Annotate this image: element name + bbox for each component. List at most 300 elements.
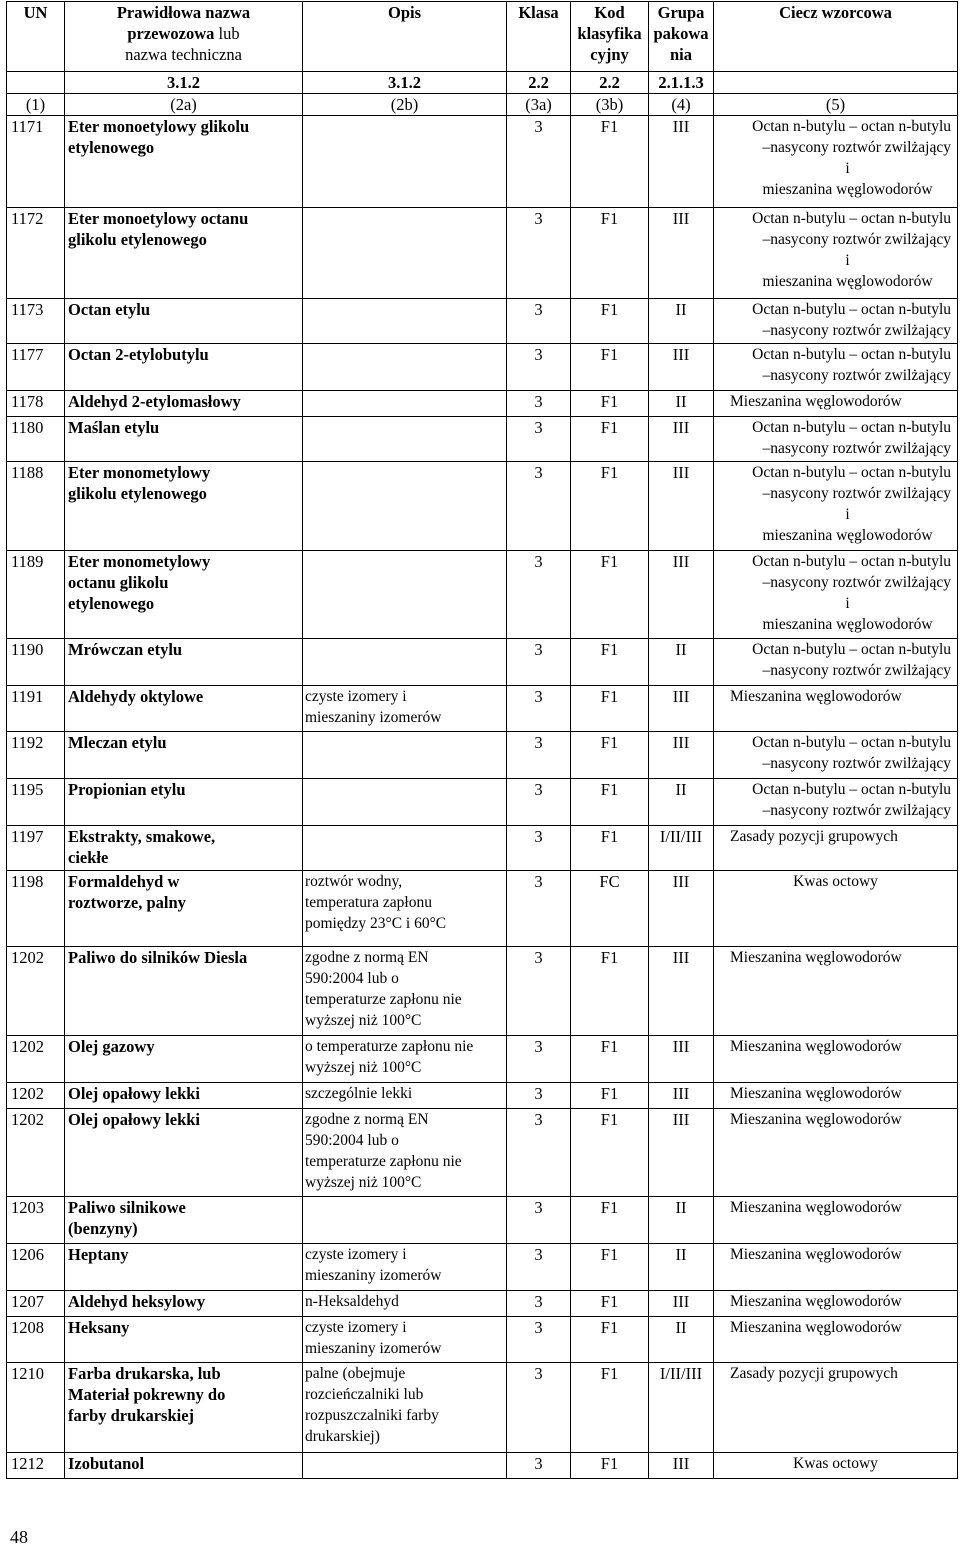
header-grupa: Grupa pakowa nia (649, 2, 714, 72)
class: 3 (507, 732, 571, 779)
cell-line: –nasycony roztwór zwilżający (762, 574, 951, 591)
cell-line: mieszaniny izomerów (305, 1267, 442, 1284)
cell-line: Olej gazowy (68, 1037, 155, 1056)
packing-group: III (649, 551, 714, 639)
cell-line: –nasycony roztwór zwilżający (762, 662, 951, 679)
shipping-name (65, 1109, 303, 1197)
description (303, 116, 507, 208)
class: 3 (507, 551, 571, 639)
table-row (7, 116, 958, 208)
classification-code: F1 (571, 1083, 649, 1109)
table-row (7, 1083, 958, 1109)
table-row (7, 1291, 958, 1317)
header-name: Prawidłowa nazwa przewozowa lub nazwa techniczna (65, 2, 303, 72)
standard-liquid (714, 391, 958, 417)
description (303, 299, 507, 344)
un-number: 1212 (7, 1453, 65, 1479)
packing-group: II (649, 1197, 714, 1244)
cell-line: temperatura zapłonu (305, 894, 432, 911)
packing-group: I/II/III (649, 826, 714, 871)
header-un: UN (7, 2, 65, 72)
packing-group: II (649, 639, 714, 686)
cell-line: n-Heksaldehyd (305, 1293, 399, 1310)
shipping-name (65, 1083, 303, 1109)
ref-name: 3.1.2 (65, 72, 303, 94)
cell-line: (benzyny) (68, 1219, 138, 1238)
class: 3 (507, 1083, 571, 1109)
standard-liquid (714, 639, 958, 686)
class: 3 (507, 686, 571, 732)
header-ciecz: Ciecz wzorcowa (714, 2, 958, 72)
cell-line: –nasycony roztwór zwilżający (762, 367, 951, 384)
standard-liquid (714, 826, 958, 871)
description (303, 1197, 507, 1244)
cell-line: Octan n-butylu – octan n-butylu (752, 210, 951, 227)
cell-line: Octan n-butylu – octan n-butylu (752, 118, 951, 135)
standard-liquid (714, 1197, 958, 1244)
cell-line: czyste izomery i (305, 1319, 407, 1336)
packing-group: III (649, 1083, 714, 1109)
table-row (7, 551, 958, 639)
packing-group: II (649, 299, 714, 344)
cell-line: Octan n-butylu – octan n-butylu (752, 734, 951, 751)
cell-line: Mieszanina węglowodorów (730, 949, 902, 966)
colnum: (3b) (571, 94, 649, 116)
cell-line: –nasycony roztwór zwilżający (762, 231, 951, 248)
table-row (7, 1317, 958, 1363)
class: 3 (507, 1036, 571, 1083)
cell-line: temperaturze zapłonu nie (305, 991, 462, 1008)
un-number: 1180 (7, 417, 65, 462)
cell-line: glikolu etylenowego (68, 484, 207, 503)
description (303, 871, 507, 947)
description (303, 1083, 507, 1109)
description (303, 1453, 507, 1479)
colnum: (3a) (507, 94, 571, 116)
cell-line: –nasycony roztwór zwilżający (762, 322, 951, 339)
cell-line: mieszanina węglowodorów (762, 181, 933, 198)
description (303, 462, 507, 551)
un-number: 1188 (7, 462, 65, 551)
un-number: 1210 (7, 1363, 65, 1453)
ref-opis: 3.1.2 (303, 72, 507, 94)
shipping-name (65, 1244, 303, 1291)
table-row (7, 826, 958, 871)
un-number: 1190 (7, 639, 65, 686)
classification-code: F1 (571, 779, 649, 826)
cell-line: Propionian etylu (68, 780, 186, 799)
ref-kod: 2.2 (571, 72, 649, 94)
classification-code: F1 (571, 208, 649, 299)
cell-line: Kwas octowy (793, 1455, 878, 1472)
colnum: (4) (649, 94, 714, 116)
cell-line: etylenowego (68, 138, 155, 157)
class: 3 (507, 826, 571, 871)
class: 3 (507, 1109, 571, 1197)
class: 3 (507, 1317, 571, 1363)
un-number: 1192 (7, 732, 65, 779)
un-number: 1177 (7, 344, 65, 391)
shipping-name (65, 1036, 303, 1083)
shipping-name (65, 299, 303, 344)
description (303, 947, 507, 1036)
table-row (7, 947, 958, 1036)
shipping-name (65, 871, 303, 947)
cell-line: Paliwo do silników Diesla (68, 948, 248, 967)
table-row (7, 1197, 958, 1244)
description (303, 344, 507, 391)
shipping-name (65, 417, 303, 462)
cell-line: Formaldehyd w (68, 872, 180, 891)
cell-line: Eter monoetylowy octanu (68, 209, 249, 228)
shipping-name (65, 391, 303, 417)
class: 3 (507, 947, 571, 1036)
header-klasa: Klasa (507, 2, 571, 72)
classification-code: F1 (571, 1197, 649, 1244)
cell-line: roztworze, palny (68, 893, 186, 912)
class: 3 (507, 1453, 571, 1479)
class: 3 (507, 1244, 571, 1291)
shipping-name (65, 116, 303, 208)
classification-code: F1 (571, 1244, 649, 1291)
standard-liquid (714, 732, 958, 779)
packing-group: III (649, 344, 714, 391)
cell-line: –nasycony roztwór zwilżający (762, 802, 951, 819)
cell-line: Mieszanina węglowodorów (730, 1085, 902, 1102)
cell-line: etylenowego (68, 594, 155, 613)
table-row (7, 1453, 958, 1479)
cell-line: Farba drukarska, lub (68, 1364, 221, 1383)
cell-line: Heptany (68, 1245, 129, 1264)
un-number: 1195 (7, 779, 65, 826)
packing-group: I/II/III (649, 1363, 714, 1453)
cell-line: mieszanina węglowodorów (762, 616, 933, 633)
standard-liquid (714, 686, 958, 732)
shipping-name (65, 1317, 303, 1363)
standard-liquid (714, 116, 958, 208)
classification-code: F1 (571, 1036, 649, 1083)
class: 3 (507, 208, 571, 299)
cell-line: 590:2004 lub o (305, 1132, 399, 1149)
un-number: 1207 (7, 1291, 65, 1317)
cell-line: Eter monometylowy (68, 552, 211, 571)
shipping-name (65, 826, 303, 871)
standard-liquid (714, 1453, 958, 1479)
standard-liquid (714, 1317, 958, 1363)
class: 3 (507, 779, 571, 826)
cell-line: Octan n-butylu – octan n-butylu (752, 301, 951, 318)
packing-group: III (649, 116, 714, 208)
cell-line: wyższej niż 100°C (305, 1059, 422, 1076)
classification-code: F1 (571, 947, 649, 1036)
cell-line: Octan etylu (68, 300, 151, 319)
table-row (7, 391, 958, 417)
cell-line: Aldehyd heksylowy (68, 1292, 206, 1311)
standard-liquid (714, 1036, 958, 1083)
un-number: 1203 (7, 1197, 65, 1244)
packing-group: III (649, 1036, 714, 1083)
un-number: 1197 (7, 826, 65, 871)
class: 3 (507, 462, 571, 551)
table-row (7, 344, 958, 391)
un-number: 1202 (7, 1083, 65, 1109)
shipping-name (65, 1363, 303, 1453)
cell-line: Zasady pozycji grupowych (730, 828, 898, 845)
classification-code: F1 (571, 1363, 649, 1453)
packing-group: III (649, 871, 714, 947)
shipping-name (65, 686, 303, 732)
un-number: 1178 (7, 391, 65, 417)
cell-line: pomiędzy 23°C i 60°C (305, 915, 447, 932)
dangerous-goods-table (6, 1, 958, 1479)
page-number: 48 (10, 1527, 28, 1547)
cell-line: Mrówczan etylu (68, 640, 183, 659)
cell-line: Octan n-butylu – octan n-butylu (752, 781, 951, 798)
classification-code: F1 (571, 1453, 649, 1479)
cell-line: Heksany (68, 1318, 130, 1337)
standard-liquid (714, 1083, 958, 1109)
cell-line: 590:2004 lub o (305, 970, 399, 987)
cell-line: mieszanina węglowodorów (762, 273, 933, 290)
cell-line: drukarskiej) (305, 1428, 380, 1445)
standard-liquid (714, 344, 958, 391)
cell-line: Octan n-butylu – octan n-butylu (752, 641, 951, 658)
classification-code: F1 (571, 462, 649, 551)
cell-line: i (845, 506, 850, 523)
classification-code: F1 (571, 732, 649, 779)
table-row (7, 732, 958, 779)
shipping-name (65, 208, 303, 299)
class: 3 (507, 417, 571, 462)
shipping-name (65, 1453, 303, 1479)
packing-group: III (649, 732, 714, 779)
table-row (7, 779, 958, 826)
cell-line: –nasycony roztwór zwilżający (762, 139, 951, 156)
cell-line: ciekłe (68, 848, 109, 867)
cell-line: –nasycony roztwór zwilżający (762, 485, 951, 502)
classification-code: FC (571, 871, 649, 947)
ref-klasa: 2.2 (507, 72, 571, 94)
cell-line: Eter monoetylowy glikolu (68, 117, 250, 136)
classification-code: F1 (571, 1109, 649, 1197)
cell-line: glikolu etylenowego (68, 230, 207, 249)
cell-line: wyższej niż 100°C (305, 1174, 422, 1191)
cell-line: Mieszanina węglowodorów (730, 1199, 902, 1216)
cell-line: –nasycony roztwór zwilżający (762, 755, 951, 772)
classification-code: F1 (571, 391, 649, 417)
cell-line: rozpuszczalniki farby (305, 1407, 439, 1424)
classification-code: F1 (571, 551, 649, 639)
cell-line: Izobutanol (68, 1454, 145, 1473)
cell-line: wyższej niż 100°C (305, 1012, 422, 1029)
shipping-name (65, 1291, 303, 1317)
table-row (7, 1363, 958, 1453)
packing-group: II (649, 1317, 714, 1363)
class: 3 (507, 1197, 571, 1244)
packing-group: III (649, 1291, 714, 1317)
cell-line: szczególnie lekki (305, 1085, 413, 1102)
class: 3 (507, 1363, 571, 1453)
cell-line: Aldehydy oktylowe (68, 687, 204, 706)
header-row (7, 2, 958, 72)
cell-line: mieszaniny izomerów (305, 1340, 442, 1357)
cell-line: i (845, 160, 850, 177)
shipping-name (65, 462, 303, 551)
cell-line: mieszaniny izomerów (305, 709, 442, 726)
cell-line: Octan n-butylu – octan n-butylu (752, 464, 951, 481)
cell-line: Aldehyd 2-etylomasłowy (68, 392, 241, 411)
class: 3 (507, 391, 571, 417)
cell-line: Octan 2-etylobutylu (68, 345, 209, 364)
shipping-name (65, 947, 303, 1036)
description (303, 1317, 507, 1363)
cell-line: Olej opałowy lekki (68, 1084, 201, 1103)
cell-line: czyste izomery i (305, 1246, 407, 1263)
class: 3 (507, 871, 571, 947)
cell-line: mieszanina węglowodorów (762, 527, 933, 544)
description (303, 551, 507, 639)
cell-line: i (845, 252, 850, 269)
description (303, 686, 507, 732)
standard-liquid (714, 779, 958, 826)
cell-line: Mieszanina węglowodorów (730, 1293, 902, 1310)
cell-line: Mleczan etylu (68, 733, 167, 752)
cell-line: temperaturze zapłonu nie (305, 1153, 462, 1170)
cell-line: octanu glikolu (68, 573, 169, 592)
cell-line: Mieszanina węglowodorów (730, 1319, 902, 1336)
shipping-name (65, 779, 303, 826)
colnum: (1) (7, 94, 65, 116)
un-number: 1171 (7, 116, 65, 208)
shipping-name (65, 639, 303, 686)
un-number: 1189 (7, 551, 65, 639)
class: 3 (507, 639, 571, 686)
standard-liquid (714, 462, 958, 551)
description (303, 1291, 507, 1317)
packing-group: II (649, 1244, 714, 1291)
un-number: 1202 (7, 1109, 65, 1197)
cell-line: rozcieńczalniki lub (305, 1386, 424, 1403)
classification-code: F1 (571, 344, 649, 391)
description (303, 417, 507, 462)
table-row (7, 686, 958, 732)
classification-code: F1 (571, 826, 649, 871)
un-number: 1202 (7, 1036, 65, 1083)
class: 3 (507, 299, 571, 344)
description (303, 639, 507, 686)
standard-liquid (714, 1109, 958, 1197)
un-number: 1191 (7, 686, 65, 732)
standard-liquid (714, 208, 958, 299)
cell-line: o temperaturze zapłonu nie (305, 1038, 474, 1055)
standard-liquid (714, 299, 958, 344)
cell-line: Paliwo silnikowe (68, 1198, 186, 1217)
classification-code: F1 (571, 639, 649, 686)
cell-line: Olej opałowy lekki (68, 1110, 201, 1129)
cell-line: Mieszanina węglowodorów (730, 688, 902, 705)
packing-group: III (649, 208, 714, 299)
cell-line: Octan n-butylu – octan n-butylu (752, 553, 951, 570)
cell-line: Mieszanina węglowodorów (730, 1038, 902, 1055)
cell-line: Materiał pokrewny do (68, 1385, 226, 1404)
description (303, 1109, 507, 1197)
cell-line: –nasycony roztwór zwilżający (762, 440, 951, 457)
classification-code: F1 (571, 299, 649, 344)
table-row (7, 208, 958, 299)
header-opis: Opis (303, 2, 507, 72)
un-number: 1208 (7, 1317, 65, 1363)
un-number: 1202 (7, 947, 65, 1036)
description (303, 1244, 507, 1291)
cell-line: zgodne z normą EN (305, 1111, 429, 1128)
standard-liquid (714, 1244, 958, 1291)
shipping-name (65, 1197, 303, 1244)
ref-grupa: 2.1.1.3 (649, 72, 714, 94)
cell-line: Zasady pozycji grupowych (730, 1365, 898, 1382)
standard-liquid (714, 871, 958, 947)
un-number: 1172 (7, 208, 65, 299)
description (303, 826, 507, 871)
packing-group: II (649, 779, 714, 826)
colnum: (2b) (303, 94, 507, 116)
header-kod: Kod klasyfika cyjny (571, 2, 649, 72)
un-number: 1206 (7, 1244, 65, 1291)
packing-group: III (649, 1453, 714, 1479)
shipping-name (65, 732, 303, 779)
cell-line: Maślan etylu (68, 418, 160, 437)
un-number: 1198 (7, 871, 65, 947)
packing-group: III (649, 686, 714, 732)
class: 3 (507, 1291, 571, 1317)
cell-line: palne (obejmuje (305, 1365, 406, 1382)
description (303, 391, 507, 417)
cell-line: Octan n-butylu – octan n-butylu (752, 346, 951, 363)
cell-line: roztwór wodny, (305, 873, 403, 890)
packing-group: III (649, 417, 714, 462)
cell-line: farby drukarskiej (68, 1406, 195, 1425)
classification-code: F1 (571, 1291, 649, 1317)
cell-line: Mieszanina węglowodorów (730, 1111, 902, 1128)
cell-line: Mieszanina węglowodorów (730, 393, 902, 410)
classification-code: F1 (571, 686, 649, 732)
standard-liquid (714, 1363, 958, 1453)
table-row (7, 462, 958, 551)
class: 3 (507, 116, 571, 208)
table-row (7, 1109, 958, 1197)
cell-line: i (845, 595, 850, 612)
description (303, 208, 507, 299)
shipping-name (65, 551, 303, 639)
table-row (7, 417, 958, 462)
column-number-row (7, 94, 958, 116)
un-number: 1173 (7, 299, 65, 344)
description (303, 1363, 507, 1453)
standard-liquid (714, 1291, 958, 1317)
packing-group: III (649, 462, 714, 551)
cell-line: czyste izomery i (305, 688, 407, 705)
description (303, 779, 507, 826)
reference-row (7, 72, 958, 94)
packing-group: III (649, 1109, 714, 1197)
standard-liquid (714, 551, 958, 639)
classification-code: F1 (571, 1317, 649, 1363)
class: 3 (507, 344, 571, 391)
standard-liquid (714, 947, 958, 1036)
shipping-name (65, 344, 303, 391)
table-row (7, 871, 958, 947)
table-row (7, 299, 958, 344)
classification-code: F1 (571, 116, 649, 208)
